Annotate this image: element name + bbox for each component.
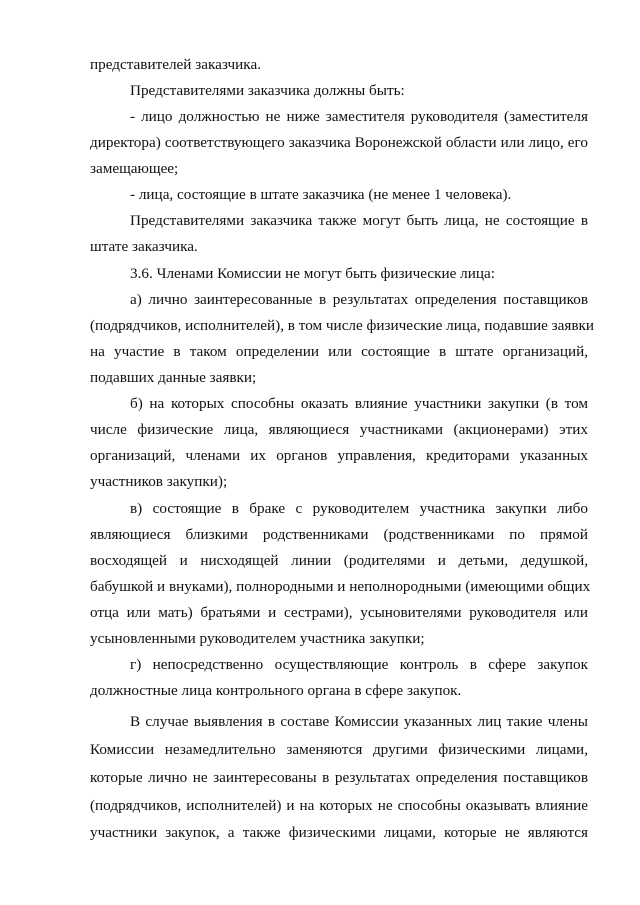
text-line: которые лично не заинтересованы в результатах определения поставщиков	[90, 769, 588, 786]
text-line: директора) соответствующего заказчика Воронежской области или лицо, его	[90, 134, 588, 151]
text-line: а) лично заинтересованные в результатах определения поставщиков	[130, 291, 588, 308]
text-line: являющиеся близкими родственниками (родственниками по прямой	[90, 526, 588, 543]
text-line: Представителями заказчика должны быть:	[130, 82, 405, 99]
text-line: - лицо должностью не ниже заместителя руководителя (заместителя	[130, 108, 588, 125]
text-line: (подрядчиков, исполнителей) и на которых не способны оказывать влияние	[90, 797, 588, 814]
text-line: на участие в таком определении или состоящие в штате организаций,	[90, 343, 588, 360]
text-line: организаций, членами их органов управления, кредиторами указанных	[90, 447, 588, 464]
text-line: бабушкой и внуками), полнородными и неполнородными (имеющими общих	[90, 578, 591, 595]
text-line: б) на которых способны оказать влияние участники закупки (в том	[130, 395, 588, 412]
text-line: представителей заказчика.	[90, 56, 261, 73]
text-line: числе физические лица, являющиеся участниками (акционерами) этих	[90, 421, 588, 438]
section-heading: 3.6. Членами Комиссии не могут быть физические лица:	[130, 265, 495, 282]
text-line: должностные лица контрольного органа в сфере закупок.	[90, 682, 462, 699]
text-line: подавших данные заявки;	[90, 369, 257, 386]
text-line: г) непосредственно осуществляющие контроль в сфере закупок	[130, 656, 588, 673]
text-line: Комиссии незамедлительно заменяются другими физическими лицами,	[90, 741, 588, 758]
text-line: участники закупок, а также физическими лицами, которые не являются	[90, 824, 588, 841]
text-line: участников закупки);	[90, 473, 228, 490]
text-line: В случае выявления в составе Комиссии указанных лиц такие члены	[130, 713, 588, 730]
text-line: (подрядчиков, исполнителей), в том числе физические лица, подавшие заявки	[90, 317, 595, 334]
text-line: Представителями заказчика также могут быть лица, не состоящие в	[130, 212, 588, 229]
text-line: отца или мать) братьями и сестрами), усыновителями руководителя или	[90, 604, 588, 621]
text-line: замещающее;	[90, 160, 179, 177]
text-line: штате заказчика.	[90, 238, 198, 255]
text-line: усыновленными руководителем участника закупки;	[90, 630, 425, 647]
text-line: в) состоящие в браке с руководителем участника закупки либо	[130, 500, 588, 517]
text-line: - лица, состоящие в штате заказчика (не менее 1 человека).	[130, 186, 512, 203]
text-line: восходящей и нисходящей линии (родителями и детьми, дедушкой,	[90, 552, 588, 569]
